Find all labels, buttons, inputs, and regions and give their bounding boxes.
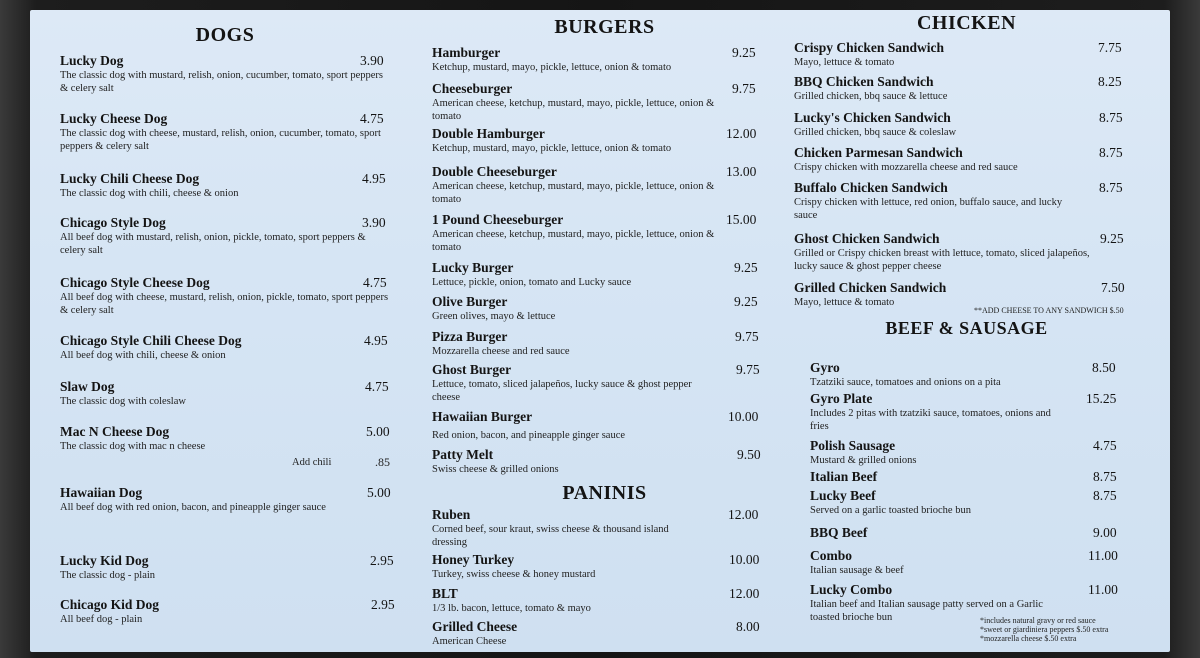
item-desc: The classic dog with coleslaw xyxy=(60,396,186,407)
item-price: 9.25 xyxy=(732,45,756,60)
item-desc: All beef dog with mustard, relish, onion, pickle, tomato, sport peppers & celery salt xyxy=(60,232,366,256)
cheese-addon-note: **ADD CHEESE TO ANY SANDWICH $.50 xyxy=(974,306,1124,315)
item-desc: Italian sausage & beef xyxy=(810,565,904,576)
menu-item xyxy=(794,110,1139,139)
item-name: Gyro xyxy=(810,360,840,375)
item-price: 8.75 xyxy=(1099,180,1123,195)
item-name: Hawaiian Dog xyxy=(60,485,143,500)
item-price: 12.00 xyxy=(726,126,757,141)
item-desc: Mayo, lettuce & tomato xyxy=(794,297,895,308)
item-name: BLT xyxy=(432,586,458,601)
item-name: Ghost Burger xyxy=(432,362,512,377)
item-name: Lucky Kid Dog xyxy=(60,553,149,568)
menu-item xyxy=(810,469,1139,485)
item-price: 4.75 xyxy=(365,379,389,394)
menu-item xyxy=(432,586,777,615)
item-desc: Green olives, mayo & lettuce xyxy=(432,311,556,322)
item-name: BBQ Chicken Sandwich xyxy=(794,74,934,89)
item-price: 9.25 xyxy=(1100,231,1124,246)
menu-item xyxy=(60,111,390,153)
menu-item xyxy=(60,53,390,95)
item-name: Hamburger xyxy=(432,45,501,60)
item-price: 4.95 xyxy=(362,171,386,186)
item-price: 9.75 xyxy=(732,81,756,96)
item-desc: American cheese, ketchup, mustard, mayo, pickle, lettuce, onion & tomato xyxy=(432,98,715,122)
item-price: 9.50 xyxy=(737,447,761,462)
menu-item xyxy=(432,619,777,648)
addon-price: .85 xyxy=(375,455,390,469)
item-price: 3.90 xyxy=(360,53,384,68)
item-price: 15.00 xyxy=(726,212,757,227)
item-name: Lucky Beef xyxy=(810,488,876,503)
item-desc: Mustard & grilled onions xyxy=(810,455,917,466)
item-name: Lucky Cheese Dog xyxy=(60,111,168,126)
item-price: 5.00 xyxy=(367,485,391,500)
item-price: 7.75 xyxy=(1098,40,1122,55)
item-name: Lucky Burger xyxy=(432,260,514,275)
item-price: 10.00 xyxy=(729,552,760,567)
item-price: 12.00 xyxy=(728,507,759,522)
footnotes xyxy=(980,616,1108,643)
menu-board-screen xyxy=(30,10,1170,652)
item-desc: Ketchup, mustard, mayo, pickle, lettuce, onion & tomato xyxy=(432,143,672,154)
item-desc: Tzatziki sauce, tomatoes and onions on a pita xyxy=(810,377,1001,388)
menu-item xyxy=(432,507,777,549)
item-name: Lucky's Chicken Sandwich xyxy=(794,110,951,125)
item-name: Buffalo Chicken Sandwich xyxy=(794,180,948,195)
item-name: Olive Burger xyxy=(432,294,508,309)
item-name: Patty Melt xyxy=(432,447,494,462)
menu-item xyxy=(60,333,390,362)
menu-item xyxy=(432,260,777,289)
menu-item xyxy=(810,548,1139,577)
item-name: Mac N Cheese Dog xyxy=(60,424,170,439)
item-desc: Served on a garlic toasted brioche bun xyxy=(810,505,971,516)
item-desc: The classic dog - plain xyxy=(60,570,156,581)
item-name: Italian Beef xyxy=(810,469,878,484)
item-desc: Lettuce, pickle, onion, tomato and Lucky sauce xyxy=(432,277,632,288)
item-name: Gyro Plate xyxy=(810,391,873,406)
item-name: Grilled Cheese xyxy=(432,619,518,634)
item-name: Hawaiian Burger xyxy=(432,409,533,424)
item-desc: Lettuce, tomato, sliced jalapeños, lucky sauce & ghost pepper cheese xyxy=(432,379,692,403)
item-price: 9.00 xyxy=(1093,525,1117,540)
menu-item xyxy=(60,597,395,626)
item-price: 12.00 xyxy=(729,586,760,601)
menu-item xyxy=(810,438,1139,467)
item-price: 15.25 xyxy=(1086,391,1117,406)
item-name: Honey Turkey xyxy=(432,552,515,567)
dogs-title: DOGS xyxy=(195,24,255,46)
item-name: Chicago Style Chili Cheese Dog xyxy=(60,333,242,348)
item-price: 4.75 xyxy=(360,111,384,126)
item-name: Polish Sausage xyxy=(810,438,896,453)
item-desc: The classic dog with mustard, relish, onion, cucumber, tomato, sport peppers & celery salt xyxy=(60,70,383,94)
menu-item xyxy=(432,329,777,358)
item-name: Chicago Style Dog xyxy=(60,215,166,230)
beef-sausage-title: BEEF & SAUSAGE xyxy=(885,318,1048,338)
item-price: 8.75 xyxy=(1093,469,1117,484)
item-desc: All beef dog with cheese, mustard, relish, onion, pickle, tomato, sport peppers & celery salt xyxy=(60,292,389,316)
addon-label: Add chili xyxy=(292,457,332,468)
item-price: 8.25 xyxy=(1098,74,1122,89)
menu-item xyxy=(60,485,390,514)
item-price: 7.50 xyxy=(1101,280,1125,295)
footnote: *mozzarella cheese $.50 extra xyxy=(980,634,1077,643)
item-price: 9.75 xyxy=(736,362,760,377)
menu-item xyxy=(810,488,1139,517)
item-desc: American Cheese xyxy=(432,636,507,647)
item-price: 8.75 xyxy=(1093,488,1117,503)
item-desc: 1/3 lb. bacon, lettuce, tomato & mayo xyxy=(432,603,591,614)
item-price: 2.95 xyxy=(370,553,394,568)
item-name: Crispy Chicken Sandwich xyxy=(794,40,945,55)
menu-item xyxy=(810,525,1139,541)
item-desc: Ketchup, mustard, mayo, pickle, lettuce, onion & tomato xyxy=(432,62,672,73)
menu-item xyxy=(432,164,777,206)
menu-item xyxy=(432,126,777,155)
menu-item xyxy=(794,231,1139,273)
item-desc: Mayo, lettuce & tomato xyxy=(794,57,895,68)
item-desc: Includes 2 pitas with tzatziki sauce, tomatoes, onions and fries xyxy=(810,408,1051,432)
menu-item xyxy=(60,379,390,408)
item-name: Ruben xyxy=(432,507,471,522)
item-name: Cheeseburger xyxy=(432,81,513,96)
menu-item xyxy=(60,171,390,200)
item-desc: Red onion, bacon, and pineapple ginger sauce xyxy=(432,430,626,441)
item-price: 11.00 xyxy=(1088,582,1118,597)
menu-item xyxy=(432,447,777,476)
item-price: 9.25 xyxy=(734,294,758,309)
item-price: 11.00 xyxy=(1088,548,1118,563)
item-name: Ghost Chicken Sandwich xyxy=(794,231,940,246)
item-desc: Grilled chicken, bbq sauce & lettuce xyxy=(794,91,948,102)
footnote: *includes natural gravy or red sauce xyxy=(980,616,1096,625)
item-price: 4.75 xyxy=(363,275,387,290)
menu-item xyxy=(432,294,777,323)
item-desc: All beef dog - plain xyxy=(60,614,143,625)
menu-item xyxy=(794,280,1139,309)
paninis-title: PANINIS xyxy=(562,482,647,504)
item-name: Double Hamburger xyxy=(432,126,545,141)
item-desc: Turkey, swiss cheese & honey mustard xyxy=(432,569,596,580)
menu-item xyxy=(432,45,777,74)
item-name: Pizza Burger xyxy=(432,329,508,344)
item-price: 5.00 xyxy=(366,424,390,439)
item-desc: All beef dog with chili, cheese & onion xyxy=(60,350,226,361)
item-desc: The classic dog with chili, cheese & onion xyxy=(60,188,239,199)
item-price: 4.95 xyxy=(364,333,388,348)
item-name: Grilled Chicken Sandwich xyxy=(794,280,947,295)
item-name: Lucky Combo xyxy=(810,582,893,597)
item-price: 13.00 xyxy=(726,164,757,179)
item-name: Chicago Kid Dog xyxy=(60,597,160,612)
menu-item xyxy=(794,180,1139,222)
item-price: 8.75 xyxy=(1099,110,1123,125)
item-name: Combo xyxy=(810,548,853,563)
menu-item xyxy=(432,552,777,581)
item-desc: All beef dog with red onion, bacon, and pineapple ginger sauce xyxy=(60,502,326,513)
item-price: 9.75 xyxy=(735,329,759,344)
item-desc: American cheese, ketchup, mustard, mayo, pickle, lettuce, onion & tomato xyxy=(432,181,715,205)
item-desc: Crispy chicken with lettuce, red onion, buffalo sauce, and lucky sauce xyxy=(794,197,1063,221)
chicken-title: CHICKEN xyxy=(916,12,1017,34)
item-name: Lucky Dog xyxy=(60,53,124,68)
menu-item xyxy=(794,74,1139,103)
menu-item xyxy=(432,81,777,123)
item-price: 2.95 xyxy=(371,597,395,612)
menu-item xyxy=(432,409,777,442)
menu-item xyxy=(810,360,1139,389)
item-price: 8.50 xyxy=(1092,360,1116,375)
menu-item xyxy=(60,553,394,582)
item-name: Lucky Chili Cheese Dog xyxy=(60,171,200,186)
item-price: 9.25 xyxy=(734,260,758,275)
item-name: 1 Pound Cheeseburger xyxy=(432,212,564,227)
item-desc: The classic dog with mac n cheese xyxy=(60,441,206,452)
item-name: BBQ Beef xyxy=(810,525,868,540)
menu-item xyxy=(432,362,777,404)
item-name: Double Cheeseburger xyxy=(432,164,557,179)
item-desc: Grilled or Crispy chicken breast with lettuce, tomato, sliced jalapeños, lucky sauce & ghost pepper cheese xyxy=(794,248,1090,272)
item-name: Slaw Dog xyxy=(60,379,115,394)
item-desc: Mozzarella cheese and red sauce xyxy=(432,346,570,357)
menu-item xyxy=(60,215,390,257)
footnote: *sweet or giardiniera peppers $.50 extra xyxy=(980,625,1109,634)
item-price: 8.75 xyxy=(1099,145,1123,160)
menu-item xyxy=(60,275,390,317)
menu-item xyxy=(810,391,1139,433)
item-desc: Crispy chicken with mozzarella cheese and red sauce xyxy=(794,162,1018,173)
menu-item xyxy=(794,145,1139,174)
item-price: 3.90 xyxy=(362,215,386,230)
item-name: Chicken Parmesan Sandwich xyxy=(794,145,963,160)
item-price: 8.00 xyxy=(736,619,760,634)
item-price: 4.75 xyxy=(1093,438,1117,453)
item-desc: American cheese, ketchup, mustard, mayo, pickle, lettuce, onion & tomato xyxy=(432,229,715,253)
item-price: 10.00 xyxy=(728,409,759,424)
menu-item xyxy=(432,212,777,254)
item-desc: The classic dog with cheese, mustard, relish, onion, cucumber, tomato, sport peppers & celery salt xyxy=(60,128,381,152)
item-desc: Italian beef and Italian sausage patty served on a Garlic toasted brioche bun xyxy=(810,599,1043,623)
burgers-title: BURGERS xyxy=(554,16,655,38)
item-desc: Corned beef, sour kraut, swiss cheese & thousand island dressing xyxy=(432,524,669,548)
item-desc: Grilled chicken, bbq sauce & coleslaw xyxy=(794,127,957,138)
item-name: Chicago Style Cheese Dog xyxy=(60,275,210,290)
item-desc: Swiss cheese & grilled onions xyxy=(432,464,559,475)
menu-item xyxy=(794,40,1139,69)
menu-item xyxy=(60,424,390,453)
